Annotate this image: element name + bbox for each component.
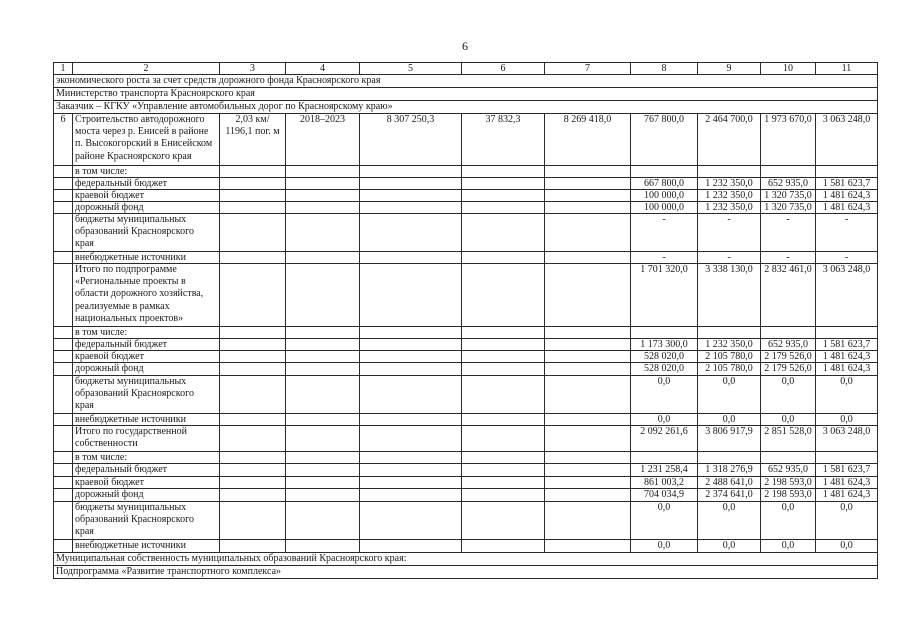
- empty-cell: [220, 452, 286, 464]
- value-col5: 8 307 250,3: [360, 114, 462, 166]
- empty-cell: [286, 202, 360, 214]
- empty-cell: [761, 452, 816, 464]
- empty-cell: [360, 426, 462, 452]
- next-subprogram-row: [54, 566, 878, 579]
- value-col9: 1 318 276,9: [698, 464, 761, 477]
- empty-cell: [220, 540, 286, 553]
- row-label: [73, 214, 220, 252]
- empty-cell: [360, 452, 462, 464]
- empty-cell: [220, 376, 286, 414]
- row-label: федеральный бюджет: [73, 178, 220, 190]
- empty-cell: [462, 202, 545, 214]
- value-col9: 1 232 350,0: [698, 178, 761, 190]
- value-col9: 2 105 780,0: [698, 351, 761, 363]
- empty-cell: [54, 414, 73, 426]
- object-name: [73, 114, 220, 166]
- empty-cell: [462, 166, 545, 178]
- empty-cell: [360, 202, 462, 214]
- title-line: собственности: [75, 438, 138, 450]
- empty-cell: [286, 464, 360, 477]
- continuation-row: [54, 75, 878, 88]
- municipal-budgets-row: [54, 502, 878, 540]
- value-col9: 2 464 700,0: [698, 114, 761, 166]
- regional-budget-row: [54, 190, 878, 202]
- empty-cell: [545, 414, 631, 426]
- empty-cell: [286, 477, 360, 489]
- object-row: [54, 114, 878, 166]
- object-name-line: моста через р. Енисей в районе: [75, 126, 209, 138]
- row-label: федеральный бюджет: [73, 464, 220, 477]
- empty-cell: [220, 502, 286, 540]
- column-number-9: 9: [698, 63, 761, 75]
- empty-cell: [462, 339, 545, 351]
- value-col11: 3 063 248,0: [816, 264, 878, 327]
- empty-cell: [286, 214, 360, 252]
- empty-cell: [286, 178, 360, 190]
- value-col9: 3 338 130,0: [698, 264, 761, 327]
- empty-cell: [462, 464, 545, 477]
- row-label: дорожный фонд: [73, 202, 220, 214]
- title-line: реализуемые в рамках: [75, 300, 170, 312]
- empty-cell: [360, 502, 462, 540]
- empty-cell: [220, 351, 286, 363]
- value-col10: 1 320 735,0: [761, 190, 816, 202]
- empty-cell: [286, 327, 360, 339]
- subprogram-total-title: [73, 264, 220, 327]
- empty-cell: [54, 363, 73, 376]
- federal-budget-row: [54, 339, 878, 351]
- value-col11: 1 481 624,3: [816, 477, 878, 489]
- empty-cell: [360, 264, 462, 327]
- object-name-line: Строительство автодорожного: [75, 114, 205, 125]
- empty-cell: [545, 426, 631, 452]
- empty-cell: [462, 489, 545, 502]
- row-label: федеральный бюджет: [73, 339, 220, 351]
- empty-cell: [761, 166, 816, 178]
- state-total-title: [73, 426, 220, 452]
- empty-cell: [54, 252, 73, 264]
- value-col8: 1 173 300,0: [631, 339, 698, 351]
- row-label-line: образований Красноярского: [75, 514, 194, 526]
- empty-cell: [462, 252, 545, 264]
- empty-cell: [360, 477, 462, 489]
- empty-cell: [360, 351, 462, 363]
- row-label: дорожный фонд: [73, 489, 220, 502]
- empty-cell: [220, 327, 286, 339]
- municipal-budgets-row: [54, 376, 878, 414]
- empty-cell: [286, 363, 360, 376]
- empty-cell: [545, 452, 631, 464]
- empty-cell: [54, 339, 73, 351]
- row-label: дорожный фонд: [73, 363, 220, 376]
- empty-cell: [360, 339, 462, 351]
- empty-cell: [54, 327, 73, 339]
- value-col9: 1 232 350,0: [698, 190, 761, 202]
- value-col8: 528 020,0: [631, 363, 698, 376]
- empty-cell: [462, 452, 545, 464]
- value-col9: 0,0: [698, 540, 761, 553]
- empty-cell: [462, 351, 545, 363]
- value-col10: 0,0: [761, 540, 816, 553]
- municipal-budgets-row: [54, 214, 878, 252]
- value-col11: 1 581 623,7: [816, 464, 878, 477]
- empty-cell: [286, 190, 360, 202]
- row-label-line: бюджеты муниципальных: [75, 376, 187, 387]
- value-col10: 2 179 526,0: [761, 351, 816, 363]
- object-capacity-line: 2,03 км/: [235, 114, 270, 125]
- value-col8: 861 003,2: [631, 477, 698, 489]
- empty-cell: [545, 190, 631, 202]
- column-number-10: 10: [761, 63, 816, 75]
- empty-cell: [360, 363, 462, 376]
- empty-cell: [220, 426, 286, 452]
- value-col10: -: [761, 214, 816, 252]
- empty-cell: [360, 327, 462, 339]
- empty-cell: [220, 252, 286, 264]
- title-line: области дорожного хозяйства,: [75, 288, 204, 300]
- road-fund-row: [54, 363, 878, 376]
- value-col10: 652 935,0: [761, 178, 816, 190]
- including-row: [54, 327, 878, 339]
- empty-cell: [286, 376, 360, 414]
- object-period: 2018–2023: [286, 114, 360, 166]
- empty-cell: [545, 178, 631, 190]
- row-label: в том числе:: [73, 452, 220, 464]
- empty-cell: [545, 339, 631, 351]
- column-number-5: 5: [360, 63, 462, 75]
- empty-cell: [220, 214, 286, 252]
- empty-cell: [462, 327, 545, 339]
- empty-cell: [631, 166, 698, 178]
- empty-cell: [220, 464, 286, 477]
- value-col11: 3 063 248,0: [816, 114, 878, 166]
- row-label: краевой бюджет: [73, 190, 220, 202]
- empty-cell: [462, 363, 545, 376]
- row-label: краевой бюджет: [73, 351, 220, 363]
- empty-cell: [545, 363, 631, 376]
- value-col11: 0,0: [816, 540, 878, 553]
- empty-cell: [220, 339, 286, 351]
- regional-budget-row: [54, 351, 878, 363]
- empty-cell: [462, 264, 545, 327]
- row-label: внебюджетные источники: [73, 414, 220, 426]
- row-label: в том числе:: [73, 327, 220, 339]
- row-label: внебюджетные источники: [73, 540, 220, 553]
- column-number-11: 11: [816, 63, 878, 75]
- empty-cell: [545, 540, 631, 553]
- column-number-1: 1: [54, 63, 73, 75]
- empty-cell: [54, 202, 73, 214]
- value-col11: 3 063 248,0: [816, 426, 878, 452]
- road-fund-row: [54, 202, 878, 214]
- value-col11: 1 481 624,3: [816, 363, 878, 376]
- title-line: Итого по государственной: [75, 426, 187, 437]
- row-label: [73, 376, 220, 414]
- municipal-property-text: Муниципальная собственность муниципальных образований Красноярского края:: [54, 553, 878, 566]
- column-number-7: 7: [545, 63, 631, 75]
- budget-table: [53, 62, 878, 579]
- value-col8: 0,0: [631, 540, 698, 553]
- empty-cell: [360, 489, 462, 502]
- row-label-line: образований Красноярского: [75, 388, 194, 400]
- empty-cell: [360, 414, 462, 426]
- empty-cell: [286, 502, 360, 540]
- empty-cell: [462, 477, 545, 489]
- empty-cell: [286, 540, 360, 553]
- row-label-line: края: [75, 238, 94, 250]
- value-col8: 767 800,0: [631, 114, 698, 166]
- value-col8: 2 092 261,6: [631, 426, 698, 452]
- empty-cell: [220, 190, 286, 202]
- empty-cell: [220, 414, 286, 426]
- empty-cell: [462, 502, 545, 540]
- empty-cell: [545, 489, 631, 502]
- empty-cell: [816, 452, 878, 464]
- value-col8: -: [631, 252, 698, 264]
- empty-cell: [816, 166, 878, 178]
- empty-cell: [54, 214, 73, 252]
- continuation-text: экономического роста за счет средств дорожного фонда Красноярского края: [54, 75, 878, 88]
- value-col11: 1 581 623,7: [816, 178, 878, 190]
- value-col9: 3 806 917,9: [698, 426, 761, 452]
- value-col8: 0,0: [631, 502, 698, 540]
- empty-cell: [54, 489, 73, 502]
- object-capacity-line: 1196,1 пог. м: [225, 126, 280, 138]
- empty-cell: [545, 351, 631, 363]
- value-col10: 0,0: [761, 414, 816, 426]
- value-col11: 1 481 624,3: [816, 489, 878, 502]
- empty-cell: [360, 178, 462, 190]
- title-line: национальных проектов»: [75, 312, 184, 324]
- empty-cell: [360, 376, 462, 414]
- value-col9: 1 232 350,0: [698, 339, 761, 351]
- value-col8: -: [631, 214, 698, 252]
- including-row: [54, 166, 878, 178]
- value-col10: 1 973 670,0: [761, 114, 816, 166]
- empty-cell: [54, 426, 73, 452]
- value-col11: 1 581 623,7: [816, 339, 878, 351]
- empty-cell: [631, 452, 698, 464]
- value-col8: 528 020,0: [631, 351, 698, 363]
- value-col9: 0,0: [698, 414, 761, 426]
- row-label: [73, 502, 220, 540]
- object-name-line: п. Высокогорский в Енисейском: [75, 138, 213, 150]
- empty-cell: [545, 502, 631, 540]
- value-col9: 1 232 350,0: [698, 202, 761, 214]
- object-number: 6: [54, 114, 73, 166]
- empty-cell: [462, 190, 545, 202]
- empty-cell: [54, 540, 73, 553]
- empty-cell: [220, 178, 286, 190]
- regional-budget-row: [54, 477, 878, 489]
- empty-cell: [631, 327, 698, 339]
- empty-cell: [462, 540, 545, 553]
- value-col7: 8 269 418,0: [545, 114, 631, 166]
- including-row: [54, 452, 878, 464]
- empty-cell: [360, 166, 462, 178]
- state-total-row: [54, 426, 878, 452]
- column-number-6: 6: [462, 63, 545, 75]
- row-label-line: бюджеты муниципальных: [75, 502, 187, 513]
- value-col10: 652 935,0: [761, 339, 816, 351]
- empty-cell: [54, 376, 73, 414]
- value-col11: -: [816, 252, 878, 264]
- federal-budget-row: [54, 464, 878, 477]
- customer-text: Заказчик – КГКУ «Управление автомобильных дорог по Красноярскому краю»: [54, 101, 878, 114]
- value-col9: 0,0: [698, 376, 761, 414]
- empty-cell: [545, 202, 631, 214]
- empty-cell: [545, 477, 631, 489]
- empty-cell: [286, 252, 360, 264]
- empty-cell: [286, 264, 360, 327]
- empty-cell: [462, 426, 545, 452]
- empty-cell: [698, 327, 761, 339]
- value-col11: 0,0: [816, 414, 878, 426]
- empty-cell: [360, 252, 462, 264]
- row-label-line: образований Красноярского: [75, 226, 194, 238]
- row-label: краевой бюджет: [73, 477, 220, 489]
- row-label: внебюджетные источники: [73, 252, 220, 264]
- federal-budget-row: [54, 178, 878, 190]
- customer-row: [54, 101, 878, 114]
- value-col9: 0,0: [698, 502, 761, 540]
- value-col10: 2 198 593,0: [761, 489, 816, 502]
- empty-cell: [462, 414, 545, 426]
- empty-cell: [220, 202, 286, 214]
- empty-cell: [220, 477, 286, 489]
- empty-cell: [286, 414, 360, 426]
- object-name-line: районе Красноярского края: [75, 150, 192, 162]
- column-number-3: 3: [220, 63, 286, 75]
- empty-cell: [462, 178, 545, 190]
- road-fund-row: [54, 489, 878, 502]
- empty-cell: [54, 464, 73, 477]
- value-col9: -: [698, 252, 761, 264]
- empty-cell: [54, 502, 73, 540]
- title-line: Итого по подпрограмме: [75, 264, 177, 275]
- empty-cell: [286, 426, 360, 452]
- value-col11: 1 481 624,3: [816, 351, 878, 363]
- value-col8: 704 034,9: [631, 489, 698, 502]
- column-number-2: 2: [73, 63, 220, 75]
- ministry-row: [54, 88, 878, 101]
- object-capacity: [220, 114, 286, 166]
- empty-cell: [545, 327, 631, 339]
- empty-cell: [462, 214, 545, 252]
- empty-cell: [286, 166, 360, 178]
- value-col10: 0,0: [761, 376, 816, 414]
- empty-cell: [54, 190, 73, 202]
- value-col11: -: [816, 214, 878, 252]
- value-col10: -: [761, 252, 816, 264]
- municipal-property-row: [54, 553, 878, 566]
- empty-cell: [220, 489, 286, 502]
- empty-cell: [360, 190, 462, 202]
- ministry-text: Министерство транспорта Красноярского края: [54, 88, 878, 101]
- row-label-line: бюджеты муниципальных: [75, 214, 187, 225]
- empty-cell: [761, 327, 816, 339]
- value-col8: 0,0: [631, 376, 698, 414]
- value-col10: 2 179 526,0: [761, 363, 816, 376]
- value-col8: 1 701 320,0: [631, 264, 698, 327]
- value-col11: 1 481 624,3: [816, 202, 878, 214]
- empty-cell: [54, 351, 73, 363]
- page-number: 6: [462, 39, 468, 53]
- empty-cell: [545, 252, 631, 264]
- row-label: в том числе:: [73, 166, 220, 178]
- value-col8: 1 231 258,4: [631, 464, 698, 477]
- value-col11: 0,0: [816, 376, 878, 414]
- value-col11: 1 481 624,3: [816, 190, 878, 202]
- value-col9: 2 488 641,0: [698, 477, 761, 489]
- column-number-8: 8: [631, 63, 698, 75]
- empty-cell: [220, 264, 286, 327]
- empty-cell: [360, 540, 462, 553]
- empty-cell: [286, 339, 360, 351]
- subprogram-total-row: [54, 264, 878, 327]
- empty-cell: [54, 452, 73, 464]
- value-col8: 100 000,0: [631, 190, 698, 202]
- empty-cell: [54, 264, 73, 327]
- value-col8: 667 800,0: [631, 178, 698, 190]
- value-col9: 2 374 641,0: [698, 489, 761, 502]
- empty-cell: [220, 166, 286, 178]
- empty-cell: [545, 264, 631, 327]
- empty-cell: [54, 477, 73, 489]
- empty-cell: [545, 166, 631, 178]
- column-number-4: 4: [286, 63, 360, 75]
- extrabudgetary-row: [54, 252, 878, 264]
- empty-cell: [462, 376, 545, 414]
- value-col9: -: [698, 214, 761, 252]
- value-col10: 2 198 593,0: [761, 477, 816, 489]
- value-col10: 652 935,0: [761, 464, 816, 477]
- value-col10: 2 832 461,0: [761, 264, 816, 327]
- empty-cell: [286, 452, 360, 464]
- empty-cell: [545, 464, 631, 477]
- value-col8: 0,0: [631, 414, 698, 426]
- empty-cell: [220, 363, 286, 376]
- column-number-row: [54, 63, 878, 75]
- value-col10: 2 851 528,0: [761, 426, 816, 452]
- empty-cell: [698, 166, 761, 178]
- empty-cell: [360, 214, 462, 252]
- value-col11: 0,0: [816, 502, 878, 540]
- value-col8: 100 000,0: [631, 202, 698, 214]
- empty-cell: [545, 376, 631, 414]
- empty-cell: [698, 452, 761, 464]
- empty-cell: [360, 464, 462, 477]
- value-col6: 37 832,3: [462, 114, 545, 166]
- row-label-line: края: [75, 400, 94, 412]
- value-col10: 0,0: [761, 502, 816, 540]
- empty-cell: [286, 351, 360, 363]
- extrabudgetary-row: [54, 414, 878, 426]
- row-label-line: края: [75, 526, 94, 538]
- extrabudgetary-row: [54, 540, 878, 553]
- empty-cell: [286, 489, 360, 502]
- value-col9: 2 105 780,0: [698, 363, 761, 376]
- empty-cell: [54, 178, 73, 190]
- empty-cell: [816, 327, 878, 339]
- next-subprogram-text: Подпрограмма «Развитие транспортного комплекса»: [54, 566, 878, 579]
- title-line: «Региональные проекты в: [75, 276, 186, 288]
- empty-cell: [54, 166, 73, 178]
- empty-cell: [545, 214, 631, 252]
- value-col10: 1 320 735,0: [761, 202, 816, 214]
